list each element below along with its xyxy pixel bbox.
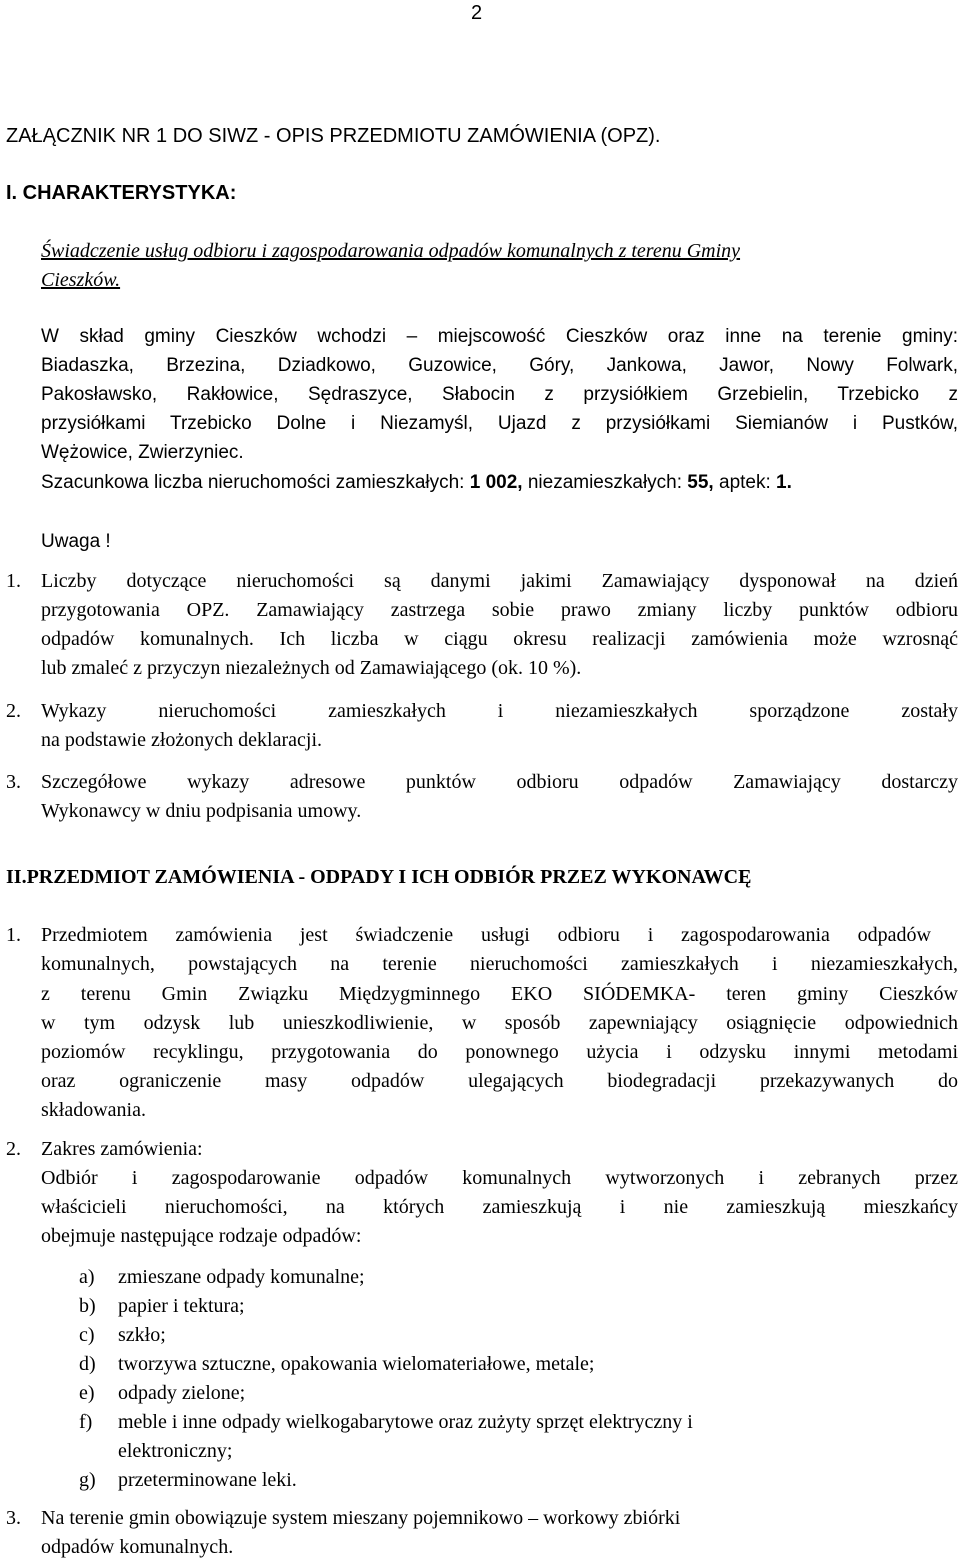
item-2-line: Odbiór i zagospodarowanie odpadów komunalnych wytworzonych i zebranych przez bbox=[41, 1167, 958, 1189]
item-1-line: oraz ograniczenie masy odpadów ulegających biodegradacji przekazywanych do bbox=[41, 1070, 958, 1092]
note-line: Wykazy nieruchomości zamieszkałych i niezamieszkałych sporządzone zostały bbox=[41, 700, 958, 722]
item-1-line: składowania. bbox=[41, 1099, 146, 1121]
note-number: 2. bbox=[6, 700, 21, 722]
note-label: Uwaga ! bbox=[41, 531, 111, 552]
list-item: papier i tektura; bbox=[118, 1295, 245, 1317]
list-label: b) bbox=[79, 1295, 96, 1317]
note-number: 3. bbox=[6, 771, 21, 793]
list-item: przeterminowane leki. bbox=[118, 1469, 297, 1491]
list-label: e) bbox=[79, 1382, 95, 1404]
estimate-prefix: Szacunkowa liczba nieruchomości zamieszkałych: bbox=[41, 472, 470, 493]
note-line: Szczegółowe wykazy adresowe punktów odbioru odpadów Zamawiający dostarczy bbox=[41, 771, 958, 793]
estimate-inhabited-value: 1 002, bbox=[469, 472, 523, 493]
section-1-subtitle-line-1: Świadczenie usług odbioru i zagospodarowania odpadów komunalnych z terenu Gminy bbox=[41, 240, 741, 262]
item-number: 1. bbox=[6, 924, 21, 946]
note-line: Wykonawcy w dniu podpisania umowy. bbox=[41, 800, 362, 822]
section-1-subtitle-line-2: Cieszków. bbox=[41, 269, 121, 291]
note-line: przygotowania OPZ. Zamawiający zastrzega sobie prawo zmiany liczby punktów odbioru bbox=[41, 599, 958, 621]
section-1-heading: I. CHARAKTERYSTYKA: bbox=[6, 182, 237, 204]
estimate-uninhabited-value: 55, bbox=[687, 472, 714, 493]
note-line: odpadów komunalnych. Ich liczba w ciągu okresu realizacji zamówienia może wzrosnąć bbox=[41, 628, 958, 650]
page-number: 2 bbox=[471, 2, 483, 24]
list-item: odpady zielone; bbox=[118, 1382, 246, 1404]
description-line: Biadaszka, Brzezina, Dziadkowo, Guzowice, Góry, Jankowa, Jawor, Nowy Folwark, bbox=[41, 355, 958, 376]
item-3-line: Na terenie gmin obowiązuje system mieszany pojemnikowo – workowy zbiórki bbox=[41, 1507, 681, 1529]
item-1-line: Przedmiotem zamówienia jest świadczenie usługi odbioru i zagospodarowania odpadów bbox=[41, 924, 931, 946]
description-line: przysiółkami Trzebicko Dolne i Niezamyśl, Ujazd z przysiółkami Siemianów i Pustków, bbox=[41, 413, 958, 434]
list-label: a) bbox=[79, 1266, 95, 1288]
note-number: 1. bbox=[6, 570, 21, 592]
list-item: szkło; bbox=[118, 1324, 166, 1346]
list-label: c) bbox=[79, 1324, 95, 1346]
description-line: Wężowice, Zwierzyniec. bbox=[41, 442, 244, 463]
list-item: meble i inne odpady wielkogabarytowe oraz zużyty sprzęt elektryczny i bbox=[118, 1411, 693, 1433]
note-line: lub zmaleć z przyczyn niezależnych od Zamawiającego (ok. 10 %). bbox=[41, 657, 582, 679]
item-2-title: Zakres zamówienia: bbox=[41, 1138, 203, 1160]
item-1-line: poziomów recyklingu, przygotowania do ponownego użycia i odzysku innymi metodami bbox=[41, 1041, 958, 1063]
item-number: 2. bbox=[6, 1138, 21, 1160]
item-2-line: właścicieli nieruchomości, na których zamieszkują i nie zamieszkują mieszkańcy bbox=[41, 1196, 958, 1218]
item-3-line: odpadów komunalnych. bbox=[41, 1536, 234, 1558]
description-line: Pakosławsko, Rakłowice, Sędraszyce, Słabocin z przysiółkiem Grzebielin, Trzebicko z bbox=[41, 384, 958, 405]
list-label: d) bbox=[79, 1353, 96, 1375]
item-2-line: obejmuje następujące rodzaje odpadów: bbox=[41, 1225, 362, 1247]
list-item: zmieszane odpady komunalne; bbox=[118, 1266, 365, 1288]
document-title: ZAŁĄCZNIK NR 1 DO SIWZ - OPIS PRZEDMIOTU ZAMÓWIENIA (OPZ). bbox=[6, 125, 661, 147]
note-line: na podstawie złożonych deklaracji. bbox=[41, 729, 322, 751]
estimate-mid-2: aptek: bbox=[713, 472, 777, 493]
section-2-heading: II.PRZEDMIOT ZAMÓWIENIA - ODPADY I ICH ODBIÓR PRZEZ WYKONAWCĘ bbox=[6, 866, 752, 888]
property-estimate bbox=[41, 472, 792, 494]
list-label: f) bbox=[79, 1411, 93, 1433]
item-1-line: w tym odzysk lub unieszkodliwienie, w sposób zapewniający osiągnięcie odpowiednich bbox=[41, 1012, 958, 1034]
list-label: g) bbox=[79, 1469, 96, 1491]
item-number: 3. bbox=[6, 1507, 21, 1529]
list-item: tworzywa sztuczne, opakowania wielomateriałowe, metale; bbox=[118, 1353, 595, 1375]
list-item-continuation: elektroniczny; bbox=[118, 1440, 233, 1462]
note-line: Liczby dotyczące nieruchomości są danymi jakimi Zamawiający dysponował na dzień bbox=[41, 570, 958, 592]
item-1-line: komunalnych, powstających na terenie nieruchomości zamieszkałych i niezamieszkałych, bbox=[41, 953, 958, 975]
description-line: W skład gminy Cieszków wchodzi – miejscowość Cieszków oraz inne na terenie gminy: bbox=[41, 326, 958, 347]
estimate-pharmacies-value: 1. bbox=[776, 472, 792, 493]
estimate-mid: niezamieszkałych: bbox=[522, 472, 688, 493]
item-1-line: z terenu Gmin Związku Międzygminnego EKO SIÓDEMKA- teren gminy Cieszków bbox=[41, 983, 958, 1005]
